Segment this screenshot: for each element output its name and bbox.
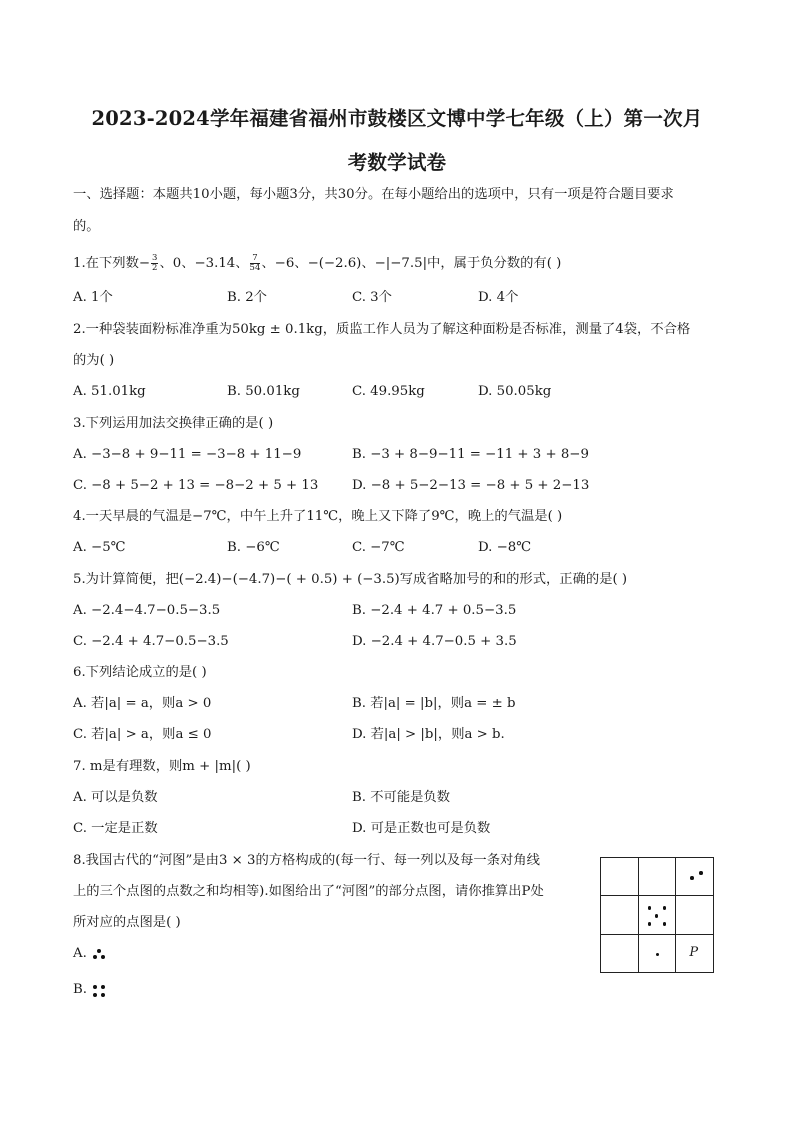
- q6-option-c: C. 若|a| > a，则a ≤ 0: [73, 727, 212, 742]
- fraction-7-54: [250, 254, 261, 273]
- grid-cell: [676, 896, 714, 934]
- question-8-line1: 8.我国古代的“河图”是由3 × 3的方格构成的(每一行、每一列以及每一条对角线: [73, 853, 540, 868]
- exam-title-line2: 考数学试卷: [347, 151, 447, 174]
- grid-cell: [601, 896, 639, 934]
- q1-option-b: B. 2个: [227, 290, 267, 305]
- q7-option-d: D. 可是正数也可是负数: [352, 821, 491, 836]
- question-1-prefix: 1.在下列数−: [73, 256, 151, 271]
- grid-cell: [676, 934, 714, 972]
- dot-icon: [101, 993, 105, 997]
- q7-option-a: A. 可以是负数: [73, 790, 158, 805]
- q2-option-a: A. 51.01kg: [73, 384, 146, 399]
- question-3-text: 3.下列运用加法交换律正确的是( ): [73, 416, 274, 431]
- q4-option-b: B. −6℃: [227, 540, 280, 555]
- grid-cell: [638, 896, 676, 934]
- dot-icon: [97, 949, 101, 953]
- grid-cell: [676, 858, 714, 896]
- q4-option-d: D. −8℃: [478, 540, 532, 555]
- question-7-text: 7. m是有理数，则m + |m|( ): [73, 759, 251, 774]
- q2-option-b: B. 50.01kg: [227, 384, 300, 399]
- fraction-denominator: 54: [249, 263, 261, 273]
- question-1-mid: 、0、−3.14、: [159, 256, 249, 271]
- q3-option-d: D. −8 + 5−2−13 = −8 + 5 + 2−13: [352, 478, 590, 493]
- q3-option-a: A. −3−8 + 9−11 = −3−8 + 11−9: [73, 447, 302, 462]
- question-5-text: 5.为计算简便，把(−2.4)−(−4.7)−( + 0.5) + (−3.5)写成省略加号的和的形式，正确的是( ): [73, 572, 628, 587]
- q3-option-b: B. −3 + 8−9−11 = −11 + 3 + 8−9: [352, 447, 589, 462]
- question-1-suffix: 、−6、−(−2.6)、−|−7.5|中，属于负分数的有( ): [261, 256, 562, 271]
- q1-option-a: A. 1个: [73, 290, 113, 305]
- grid-label-p: P: [689, 944, 699, 960]
- dot-icon: [93, 955, 97, 959]
- question-6-text: 6.下列结论成立的是( ): [73, 665, 207, 680]
- dot-icon: [93, 993, 97, 997]
- question-8-line2: 上的三个点图的点数之和均相等).如图给出了“河图”的部分点图，请你推算出P处: [73, 884, 544, 899]
- grid-cell: [638, 858, 676, 896]
- q2-option-d: D. 50.05kg: [478, 384, 552, 399]
- q5-option-a: A. −2.4−4.7−0.5−3.5: [73, 603, 221, 618]
- q5-option-c: C. −2.4 + 4.7−0.5−3.5: [73, 634, 229, 649]
- q5-option-d: D. −2.4 + 4.7−0.5 + 3.5: [352, 634, 517, 649]
- question-2-line1: 2.一种袋装面粉标准净重为50kg ± 0.1kg，质监工作人员为了解这种面粉是否标准，测量了4袋，不合格: [73, 322, 691, 337]
- dot-icon: [663, 922, 667, 926]
- hetu-grid-table: [600, 857, 714, 973]
- q1-option-c: C. 3个: [352, 290, 392, 305]
- fraction-numerator: 3: [152, 253, 158, 263]
- q7-option-b: B. 不可能是负数: [352, 790, 451, 805]
- hetu-grid-figure: [600, 857, 714, 973]
- dot-icon: [93, 985, 97, 989]
- question-8-line3: 所对应的点图是( ): [73, 915, 181, 930]
- dot-icon: [656, 953, 660, 957]
- question-2-line2: 的为( ): [73, 353, 115, 368]
- question-1-text: [73, 254, 561, 273]
- dot-icon: [648, 922, 652, 926]
- dot-icon: [101, 955, 105, 959]
- fraction-numerator: 7: [250, 254, 261, 264]
- q8-option-a: A.: [73, 946, 87, 961]
- grid-cell: [601, 858, 639, 896]
- section-instructions-line1: 一、选择题：本题共10小题，每小题3分，共30分。在每小题给出的选项中，只有一项是符合题目要求: [73, 187, 674, 202]
- dot-icon: [655, 914, 659, 918]
- fraction-3-2: [151, 254, 158, 273]
- q1-option-d: D. 4个: [478, 290, 519, 305]
- q6-option-a: A. 若|a| = a，则a > 0: [73, 696, 212, 711]
- dot-icon: [690, 876, 694, 880]
- dot-icon: [101, 985, 105, 989]
- exam-title-line1: 2023-2024学年福建省福州市鼓楼区文博中学七年级（上）第一次月: [91, 107, 703, 130]
- q6-option-b: B. 若|a| = |b|，则a = ± b: [352, 696, 516, 711]
- q2-option-c: C. 49.95kg: [352, 384, 425, 399]
- q7-option-c: C. 一定是正数: [73, 821, 158, 836]
- dot-icon: [699, 871, 703, 875]
- dot-icon: [663, 906, 667, 910]
- fraction-denominator: 2: [152, 263, 158, 273]
- q3-option-c: C. −8 + 5−2 + 13 = −8−2 + 5 + 13: [73, 478, 319, 493]
- q8-option-b: B.: [73, 982, 87, 997]
- q4-option-a: A. −5℃: [73, 540, 126, 555]
- q6-option-d: D. 若|a| > |b|，则a > b.: [352, 727, 505, 742]
- grid-cell: [638, 934, 676, 972]
- section-instructions-line2: 的。: [73, 219, 100, 234]
- grid-cell: [601, 934, 639, 972]
- question-4-text: 4.一天早晨的气温是−7℃，中午上升了11℃，晚上又下降了9℃，晚上的气温是( ): [73, 509, 563, 524]
- q5-option-b: B. −2.4 + 4.7 + 0.5−3.5: [352, 603, 517, 618]
- dot-icon: [648, 906, 652, 910]
- q4-option-c: C. −7℃: [352, 540, 405, 555]
